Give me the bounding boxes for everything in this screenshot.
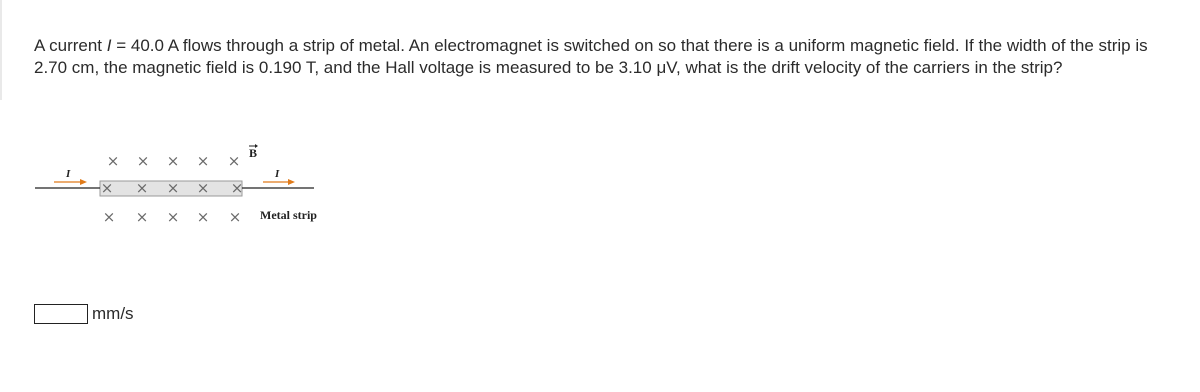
field-into-page-icon: × [102,208,116,226]
field-into-page-icon: × [196,208,210,226]
left-edge-rule [0,0,2,100]
field-into-page-icon: × [106,152,120,170]
field-into-page-icon: × [228,208,242,226]
field-label [249,144,258,160]
field-into-page-icon: × [166,208,180,226]
field-into-page-icon: × [135,179,149,197]
answer-unit: mm/s [92,304,134,323]
field-into-page-icon: × [135,208,149,226]
question-part1: A current [34,36,107,55]
field-into-page-icon: × [166,152,180,170]
field-into-page-icon: × [100,179,114,197]
metal-strip-label: Metal strip [260,208,317,222]
field-into-page-icon: × [166,179,180,197]
answer-row [34,303,134,325]
current-label-left: I [66,168,71,180]
answer-input[interactable] [34,304,88,324]
field-into-page-icon: × [196,152,210,170]
hall-effect-figure [30,140,340,235]
field-into-page-icon: × [227,152,241,170]
hall-effect-diagram [30,140,340,235]
field-label-text: B [249,146,258,160]
field-into-page-icon: × [196,179,210,197]
question-part2: = 40.0 A flows through a strip of metal. An electromagnet is switched on so that there is a uniform magnetic field. If the width of the strip is 2.70 cm, the magnetic field is 0.190 T, and the Hall voltage is measured to be 3.10 μV, what is the drift velocity of the carriers in the strip? [34,36,1148,77]
field-into-page-icon: × [136,152,150,170]
question-text [34,35,1174,79]
current-label-right: I [275,168,280,180]
field-into-page-icon: × [230,179,244,197]
current-arrow-left-icon [54,179,87,185]
current-variable: I [106,36,112,55]
